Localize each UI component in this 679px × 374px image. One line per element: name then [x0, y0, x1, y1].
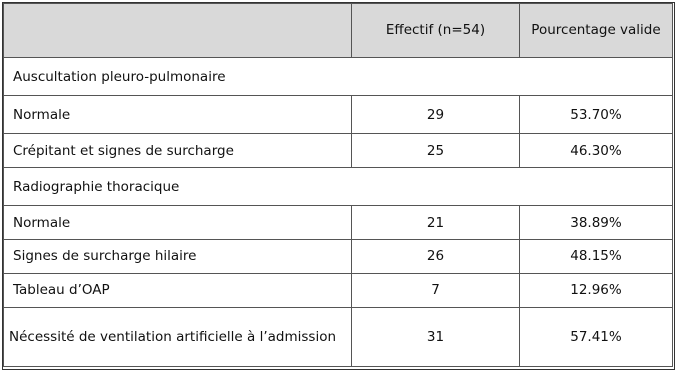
header-cell-percent: Pourcentage valide [520, 4, 673, 58]
section-title: Auscultation pleuro-pulmonaire [13, 68, 226, 85]
table-row [4, 96, 673, 134]
table-header-row [4, 4, 673, 58]
row-percent: 46.30% [520, 134, 673, 168]
row-count: 21 [352, 206, 520, 240]
row-count: 31 [352, 307, 520, 366]
table-row [4, 273, 673, 307]
row-percent: 53.70% [520, 96, 673, 134]
table-row [4, 134, 673, 168]
header-cell-count: Effectif (n=54) [352, 4, 520, 58]
row-label: Signes de surcharge hilaire [4, 239, 352, 273]
row-percent: 12.96% [520, 273, 673, 307]
section-title: Radiographie thoracique [13, 178, 180, 195]
data-table [3, 3, 673, 367]
row-percent: 48.15% [520, 239, 673, 273]
row-percent: 38.89% [520, 206, 673, 240]
row-count: 7 [352, 273, 520, 307]
row-label: Normale [4, 206, 352, 240]
table-row [4, 239, 673, 273]
row-count: 25 [352, 134, 520, 168]
row-label: Crépitant et signes de surcharge [4, 134, 352, 168]
table-row-final [4, 307, 673, 366]
row-label: Nécessité de ventilation artificielle à l’admission [4, 307, 352, 366]
row-label: Tableau d’OAP [4, 273, 352, 307]
row-percent: 57.41% [520, 307, 673, 366]
row-label: Normale [4, 96, 352, 134]
row-count: 29 [352, 96, 520, 134]
header-cell-empty [4, 4, 352, 58]
row-count: 26 [352, 239, 520, 273]
section-row-auscultation [4, 57, 673, 95]
section-row-radiographie [4, 168, 673, 206]
table-row [4, 206, 673, 240]
